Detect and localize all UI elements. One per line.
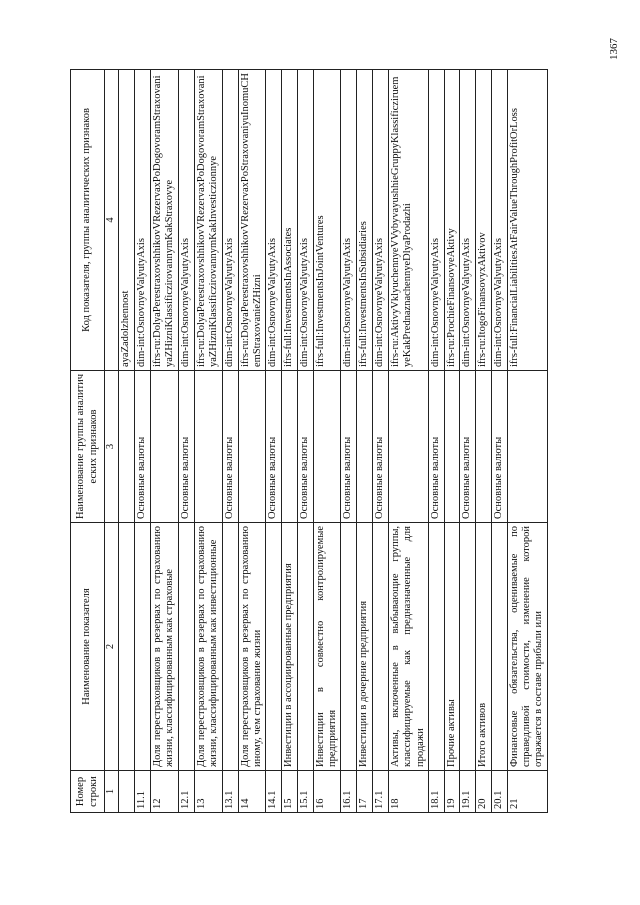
column-number: 3 — [105, 371, 119, 523]
code-cell: ifrs-full:InvestmentsInJointVentures — [313, 70, 341, 371]
code-cell: ifrs-ru:AktivyVklyuchennyeVVybyvayushhieGruppyKlassificziruemyeKakPrednaznachennyeDlyaProdazhi — [388, 70, 428, 371]
indicators-table — [70, 69, 548, 813]
indicator-name-cell: Финансовые обязательства, оцениваемые по справедливой стоимости, изменение которой отражается в составе прибыли или — [507, 523, 547, 771]
indicator-name-cell — [341, 523, 357, 771]
row-number-cell: 15.1 — [297, 771, 313, 813]
row-number-cell: 16 — [313, 771, 341, 813]
table-row — [178, 70, 194, 813]
indicator-name-cell — [297, 523, 313, 771]
header-indicator-name: Наименование показателя — [71, 523, 105, 771]
row-number-cell: 15 — [282, 771, 297, 813]
header-row-number: Номер строки — [71, 771, 105, 813]
code-cell: ifrs-ru:DolyaPerestraxovshhikovVRezervaxPoDogovoramStraxovaniyaZHizniKlassificzirovannymKakInvesticzionnye — [194, 70, 222, 371]
indicator-name-cell — [119, 523, 135, 771]
row-number-cell: 17 — [357, 771, 372, 813]
code-cell: ifrs-full:InvestmentsInAssociates — [282, 70, 297, 371]
table-row — [491, 70, 507, 813]
row-number-cell: 18.1 — [428, 771, 444, 813]
group-name-cell — [357, 371, 372, 523]
code-cell: dim-int:OsnovnyeValyutyAxis — [135, 70, 151, 371]
table-row — [388, 70, 428, 813]
indicator-name-cell — [178, 523, 194, 771]
table-body — [119, 70, 548, 813]
row-number-cell: 20 — [476, 771, 491, 813]
indicator-name-cell — [222, 523, 238, 771]
code-cell: dim-int:OsnovnyeValyutyAxis — [266, 70, 282, 371]
table-row — [357, 70, 372, 813]
indicator-name-cell: Инвестиции в совместно контролируемые предприятия — [313, 523, 341, 771]
group-name-cell: Основные валюты — [460, 371, 476, 523]
group-name-cell: Основные валюты — [178, 371, 194, 523]
table-row — [151, 70, 179, 813]
group-name-cell — [388, 371, 428, 523]
indicator-name-cell: Активы, включенные в выбывающие группы, классифицируемые как предназначенные для продажи — [388, 523, 428, 771]
indicator-name-cell — [372, 523, 388, 771]
code-cell: dim-int:OsnovnyeValyutyAxis — [178, 70, 194, 371]
indicator-name-cell: Доля перестраховщиков в резервах по страхованию жизни, классифицированным как инвестиционные — [194, 523, 222, 771]
table-row — [266, 70, 282, 813]
table-row — [194, 70, 222, 813]
group-name-cell — [476, 371, 491, 523]
table-row — [372, 70, 388, 813]
code-cell: ifrs-ru:DolyaPerestraxovshhikovVRezervaxPoDogovoramStraxovaniyaZHizniKlassificzirovannymKakStraxovye — [151, 70, 179, 371]
code-cell: dim-int:OsnovnyeValyutyAxis — [428, 70, 444, 371]
table-row — [428, 70, 444, 813]
column-number: 2 — [105, 523, 119, 771]
indicator-name-cell: Инвестиции в дочерние предприятия — [357, 523, 372, 771]
row-number-cell: 16.1 — [341, 771, 357, 813]
code-cell: ifrs-ru:ProchieFinansovyeAktivy — [444, 70, 459, 371]
table-row — [135, 70, 151, 813]
group-name-cell: Основные валюты — [297, 371, 313, 523]
group-name-cell: Основные валюты — [341, 371, 357, 523]
indicator-name-cell: Доля перестраховщиков в резервах по страхованию иному, чем страхование жизни — [238, 523, 266, 771]
code-cell: ifrs-full:FinancialLiabilitiesAtFairValueThroughProfitOrLoss — [507, 70, 547, 371]
indicator-name-cell: Итого активов — [476, 523, 491, 771]
row-number-cell: 21 — [507, 771, 547, 813]
group-name-cell — [282, 371, 297, 523]
row-number-cell — [119, 771, 135, 813]
group-name-cell — [313, 371, 341, 523]
group-name-cell — [444, 371, 459, 523]
indicator-name-cell — [491, 523, 507, 771]
group-name-cell: Основные валюты — [135, 371, 151, 523]
column-number: 1 — [105, 771, 119, 813]
group-name-cell: Основные валюты — [491, 371, 507, 523]
indicator-name-cell: Доля перестраховщиков в резервах по страхованию жизни, классифицированным как страховые — [151, 523, 179, 771]
code-cell: ifrs-ru:DolyaPerestraxovshhikovVRezervaxPoStraxovaniyuInomuCHemStraxovanieZHizni — [238, 70, 266, 371]
code-cell: dim-int:OsnovnyeValyutyAxis — [460, 70, 476, 371]
row-number-cell: 14.1 — [266, 771, 282, 813]
table-header-row — [71, 70, 105, 813]
indicator-name-cell — [135, 523, 151, 771]
group-name-cell: Основные валюты — [266, 371, 282, 523]
row-number-cell: 13 — [194, 771, 222, 813]
table-row — [222, 70, 238, 813]
code-cell: ayaZadolzhennost — [119, 70, 135, 371]
code-cell: ifrs-full:InvestmentsInSubsidiaries — [357, 70, 372, 371]
table-row — [282, 70, 297, 813]
row-number-cell: 18 — [388, 771, 428, 813]
table-row — [238, 70, 266, 813]
table-row — [313, 70, 341, 813]
group-name-cell — [194, 371, 222, 523]
row-number-cell: 17.1 — [372, 771, 388, 813]
table-row — [341, 70, 357, 813]
group-name-cell — [119, 371, 135, 523]
table-row — [507, 70, 547, 813]
indicator-name-cell — [266, 523, 282, 771]
table-row — [460, 70, 476, 813]
page-number: 1367 — [608, 38, 620, 60]
indicator-name-cell: Инвестиции в ассоциированные предприятия — [282, 523, 297, 771]
group-name-cell — [507, 371, 547, 523]
row-number-cell: 19 — [444, 771, 459, 813]
group-name-cell: Основные валюты — [428, 371, 444, 523]
code-cell: dim-int:OsnovnyeValyutyAxis — [372, 70, 388, 371]
code-cell: ifrs-ru:ItogoFinansovyxAktivov — [476, 70, 491, 371]
row-number-cell: 20.1 — [491, 771, 507, 813]
row-number-cell: 12.1 — [178, 771, 194, 813]
header-code: Код показателя, группы аналитических признаков — [71, 70, 105, 371]
column-numbers-row — [105, 70, 119, 813]
group-name-cell: Основные валюты — [222, 371, 238, 523]
indicator-name-cell — [428, 523, 444, 771]
group-name-cell: Основные валюты — [372, 371, 388, 523]
indicator-name-cell: Прочие активы — [444, 523, 459, 771]
table-row — [119, 70, 135, 813]
code-cell: dim-int:OsnovnyeValyutyAxis — [341, 70, 357, 371]
column-number: 4 — [105, 70, 119, 371]
indicator-name-cell — [460, 523, 476, 771]
group-name-cell — [151, 371, 179, 523]
code-cell: dim-int:OsnovnyeValyutyAxis — [222, 70, 238, 371]
code-cell: dim-int:OsnovnyeValyutyAxis — [297, 70, 313, 371]
table-row — [476, 70, 491, 813]
table-row — [444, 70, 459, 813]
row-number-cell: 13.1 — [222, 771, 238, 813]
code-cell: dim-int:OsnovnyeValyutyAxis — [491, 70, 507, 371]
table-row — [297, 70, 313, 813]
row-number-cell: 14 — [238, 771, 266, 813]
row-number-cell: 12 — [151, 771, 179, 813]
header-group-name: Наименование группы аналитических признаков — [71, 371, 105, 523]
row-number-cell: 19.1 — [460, 771, 476, 813]
group-name-cell — [238, 371, 266, 523]
row-number-cell: 11.1 — [135, 771, 151, 813]
